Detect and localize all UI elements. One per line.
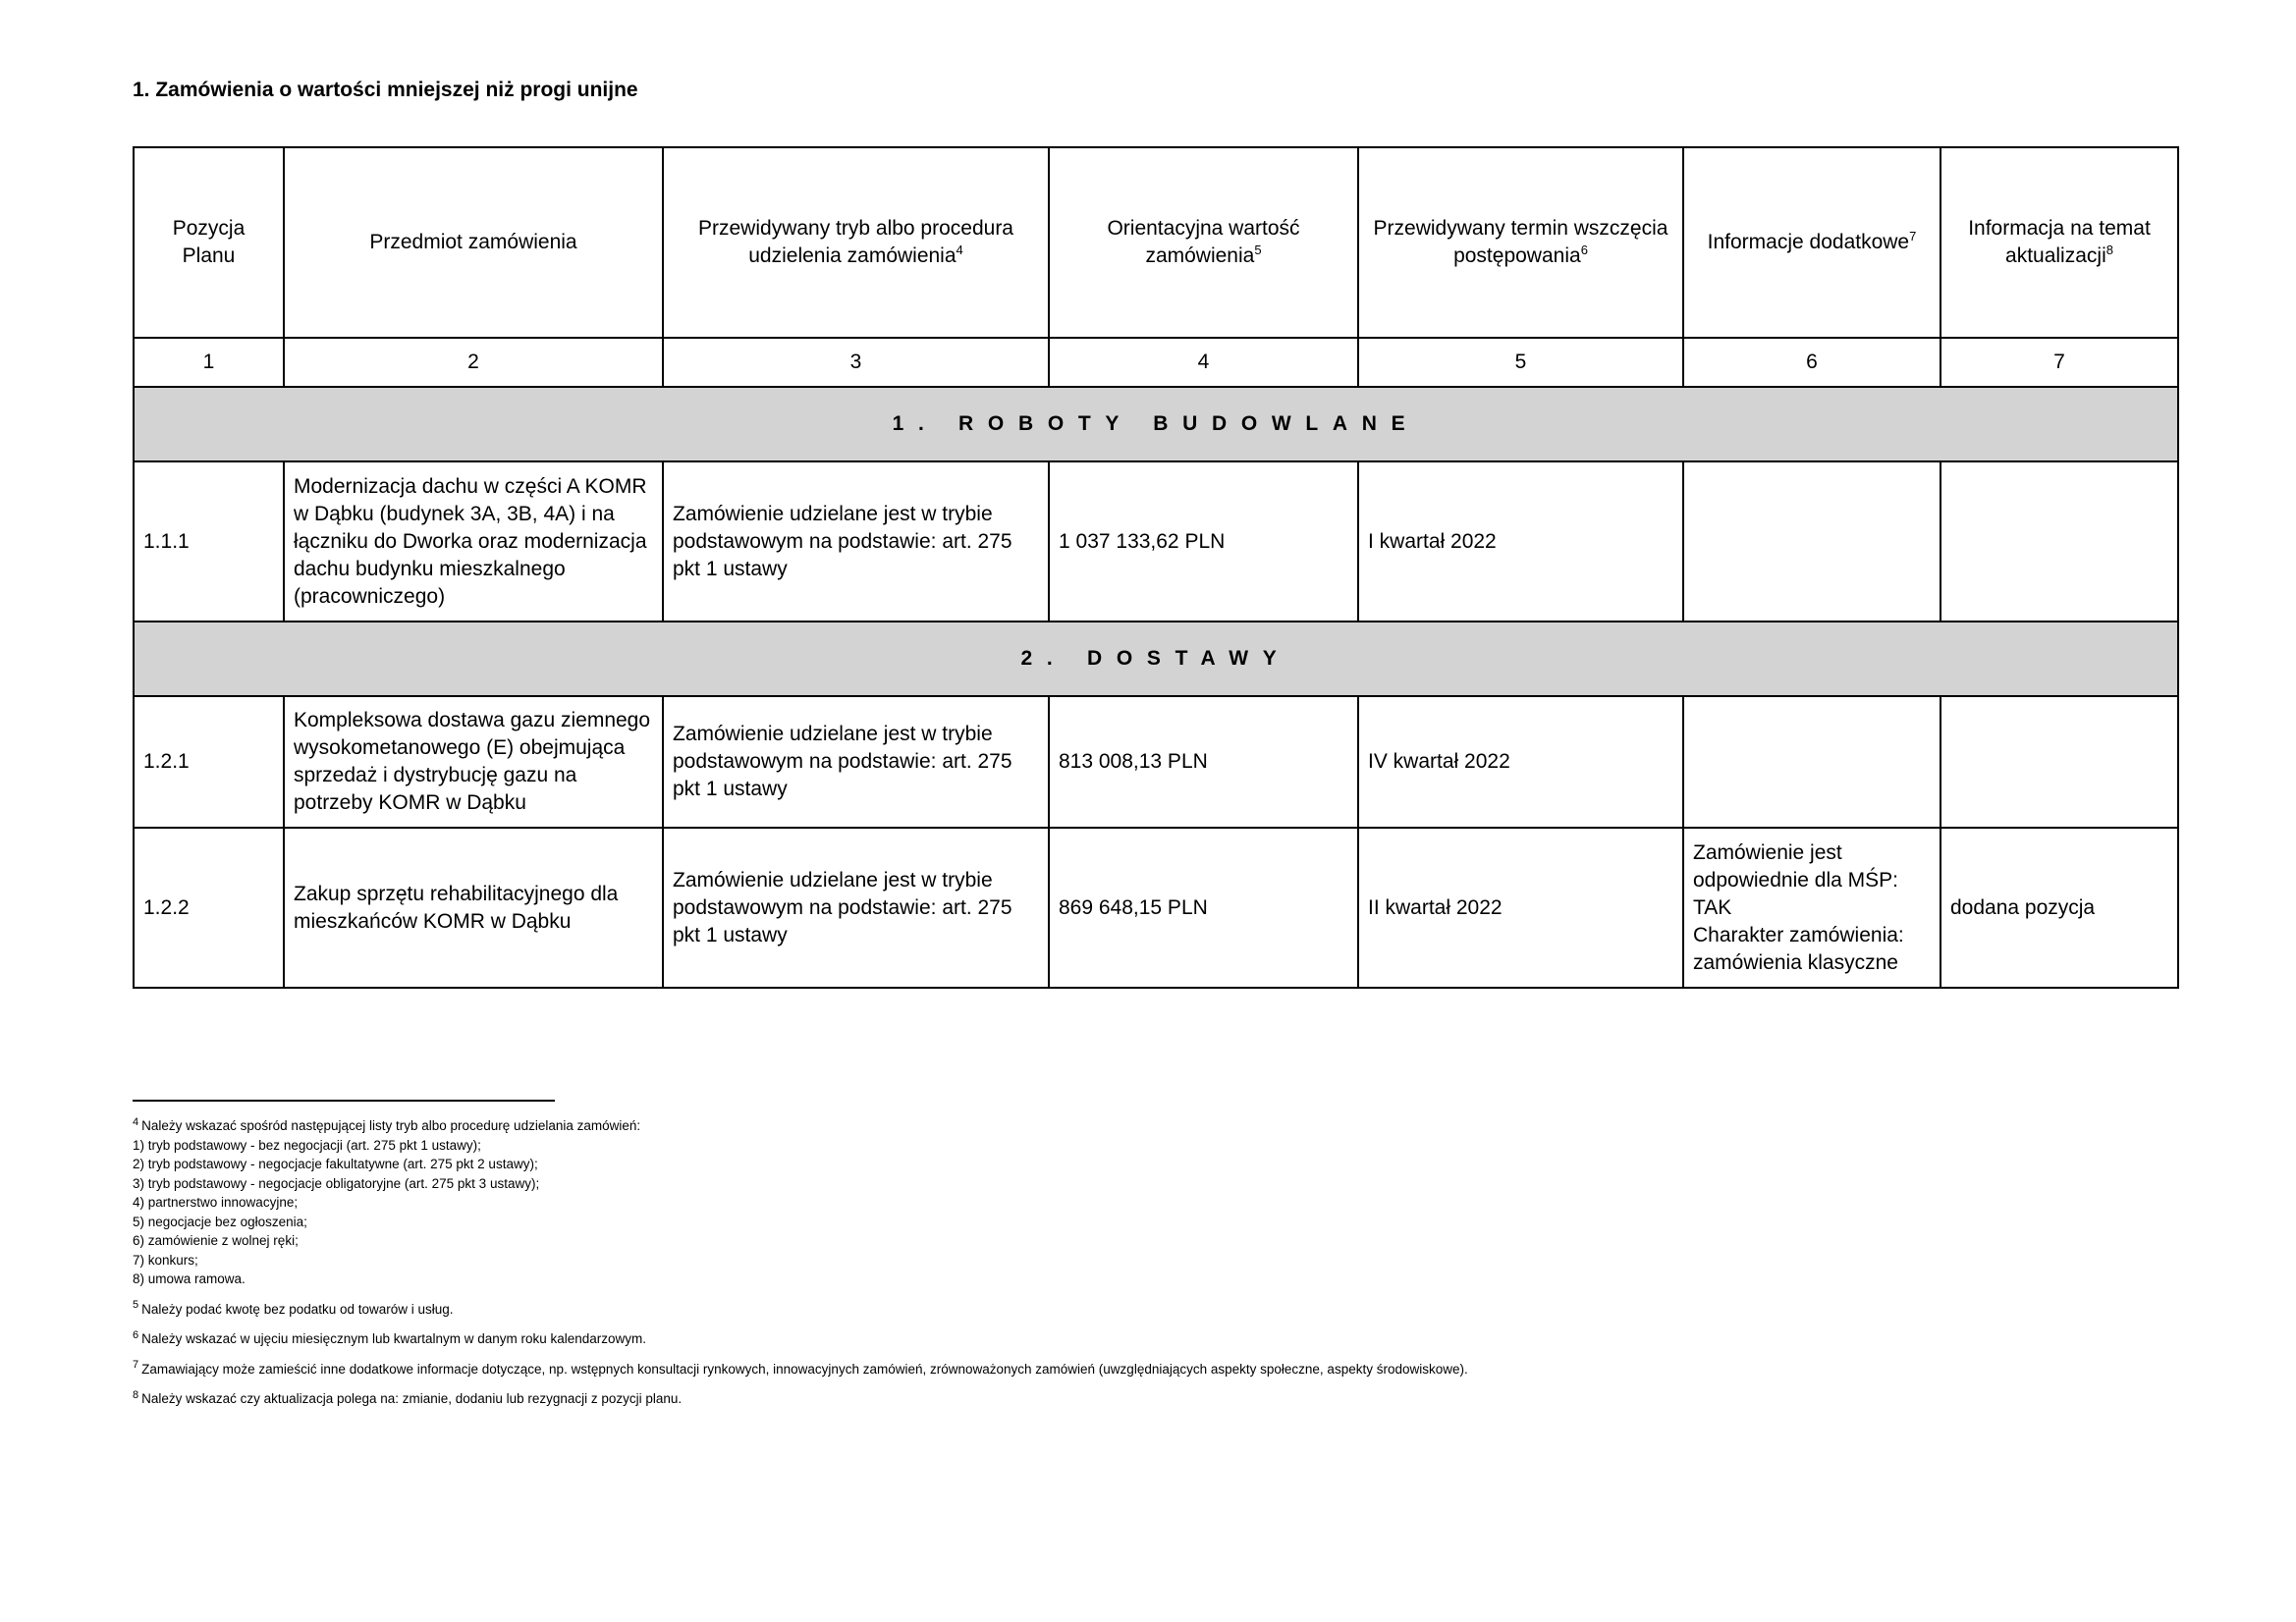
footnote-text: Należy wskazać w ujęciu miesięcznym lub kwartalnym w danym roku kalendarzowym. <box>141 1331 647 1346</box>
column-number: 2 <box>284 338 663 387</box>
footnote-number: 7 <box>133 1359 139 1371</box>
footnote-number: 4 <box>133 1115 139 1128</box>
header-additional-info: Informacje dodatkowe$^7$ <box>1683 147 1941 338</box>
footnote-number: 8 <box>133 1388 139 1401</box>
header-mode: Przewidywany tryb albo procedura udzielenia zamówienia$^4$ <box>663 147 1049 338</box>
column-number: 7 <box>1941 338 2178 387</box>
footnote <box>133 1300 2097 1320</box>
additional-info-line: Charakter zamówienia: zamówienia klasyczne <box>1693 923 1904 974</box>
footnote <box>133 1389 2097 1409</box>
cell-mode: Zamówienie udzielane jest w trybie podstawowym na podstawie: art. 275 pkt 1 ustawy <box>663 696 1049 828</box>
footnote-separator <box>133 1100 555 1102</box>
footnote-list-item: 5) negocjacje bez ogłoszenia; <box>133 1214 307 1229</box>
footnotes <box>133 1116 2097 1409</box>
footnote-text: Należy wskazać czy aktualizacja polega na: zmianie, dodaniu lub rezygnacji z pozycji planu. <box>141 1391 683 1406</box>
cell-mode: Zamówienie udzielane jest w trybie podstawowym na podstawie: art. 275 pkt 1 ustawy <box>663 461 1049 622</box>
cell-update-info <box>1941 461 2178 622</box>
header-subject: Przedmiot zamówienia <box>284 147 663 338</box>
table-header-row <box>134 147 2178 338</box>
column-number: 1 <box>134 338 284 387</box>
cell-value: 1 037 133,62 PLN <box>1049 461 1358 622</box>
cell-subject: Modernizacja dachu w części A KOMR w Dąbku (budynek 3A, 3B, 4A) i na łączniku do Dworka oraz modernizacja dachu budynku mieszkalnego (pracowniczego) <box>284 461 663 622</box>
footnote-list-item: 3) tryb podstawowy - negocjacje obligatoryjne (art. 275 pkt 3 ustawy); <box>133 1175 540 1191</box>
cell-term: II kwartał 2022 <box>1358 828 1683 988</box>
table-row <box>134 828 2178 988</box>
cell-additional-info <box>1683 828 1941 988</box>
cell-additional-info <box>1683 461 1941 622</box>
section-heading: 2. DOSTAWY <box>134 622 2178 696</box>
additional-info-line: Zamówienie jest odpowiednie dla MŚP: TAK <box>1693 840 1898 919</box>
table-row <box>134 696 2178 828</box>
cell-subject: Zakup sprzętu rehabilitacyjnego dla mieszkańców KOMR w Dąbku <box>284 828 663 988</box>
cell-position: 1.2.2 <box>134 828 284 988</box>
cell-value: 869 648,15 PLN <box>1049 828 1358 988</box>
section-heading: 1. ROBOTY BUDOWLANE <box>134 387 2178 461</box>
footnote-text: Należy wskazać spośród następującej listy tryb albo procedurę udzielania zamówień: <box>141 1118 641 1133</box>
section-row-construction <box>134 387 2178 461</box>
cell-position: 1.1.1 <box>134 461 284 622</box>
header-term: Przewidywany termin wszczęcia postępowania$^6$ <box>1358 147 1683 338</box>
section-row-deliveries <box>134 622 2178 696</box>
cell-mode: Zamówienie udzielane jest w trybie podstawowym na podstawie: art. 275 pkt 1 ustawy <box>663 828 1049 988</box>
cell-term: I kwartał 2022 <box>1358 461 1683 622</box>
header-position: Pozycja Planu <box>134 147 284 338</box>
footnote-text: Zamawiający może zamieścić inne dodatkowe informacje dotyczące, np. wstępnych konsultacji rynkowych, innowacyjnych zamówień, zrównoważonych zamówień (uwzględniających aspekty społeczne, aspekty środowiskowe). <box>141 1361 1468 1377</box>
header-value: Orientacyjna wartość zamówienia$^5$ <box>1049 147 1358 338</box>
page-title: 1. Zamówienia o wartości mniejszej niż progi unijne <box>133 79 638 101</box>
cell-position: 1.2.1 <box>134 696 284 828</box>
procurement-plan-table <box>133 146 2179 989</box>
footnote-list-item: 4) partnerstwo innowacyjne; <box>133 1195 299 1210</box>
table-row <box>134 461 2178 622</box>
footnote <box>133 1360 2097 1379</box>
column-number: 5 <box>1358 338 1683 387</box>
cell-subject: Kompleksowa dostawa gazu ziemnego wysokometanowego (E) obejmująca sprzedaż i dystrybucję gazu na potrzeby KOMR w Dąbku <box>284 696 663 828</box>
header-update-info: Informacja na temat aktualizacji$^8$ <box>1941 147 2178 338</box>
footnote-list-item: 2) tryb podstawowy - negocjacje fakultatywne (art. 275 pkt 2 ustawy); <box>133 1157 538 1171</box>
footnote <box>133 1329 2097 1349</box>
cell-update-info <box>1941 696 2178 828</box>
column-number: 3 <box>663 338 1049 387</box>
column-number: 6 <box>1683 338 1941 387</box>
cell-update-info: dodana pozycja <box>1941 828 2178 988</box>
footnote-text: Należy podać kwotę bez podatku od towarów i usług. <box>141 1301 454 1317</box>
column-number-row <box>134 338 2178 387</box>
footnote-number: 5 <box>133 1299 139 1311</box>
footnote-list-item: 8) umowa ramowa. <box>133 1271 246 1286</box>
cell-additional-info <box>1683 696 1941 828</box>
footnote-number: 6 <box>133 1328 139 1341</box>
column-number: 4 <box>1049 338 1358 387</box>
footnote-list-item: 7) konkurs; <box>133 1252 198 1268</box>
footnote-list-item: 6) zamówienie z wolnej ręki; <box>133 1233 299 1248</box>
cell-value: 813 008,13 PLN <box>1049 696 1358 828</box>
footnote <box>133 1116 2097 1136</box>
cell-term: IV kwartał 2022 <box>1358 696 1683 828</box>
footnote-list-item: 1) tryb podstawowy - bez negocjacji (art. 275 pkt 1 ustawy); <box>133 1137 481 1153</box>
